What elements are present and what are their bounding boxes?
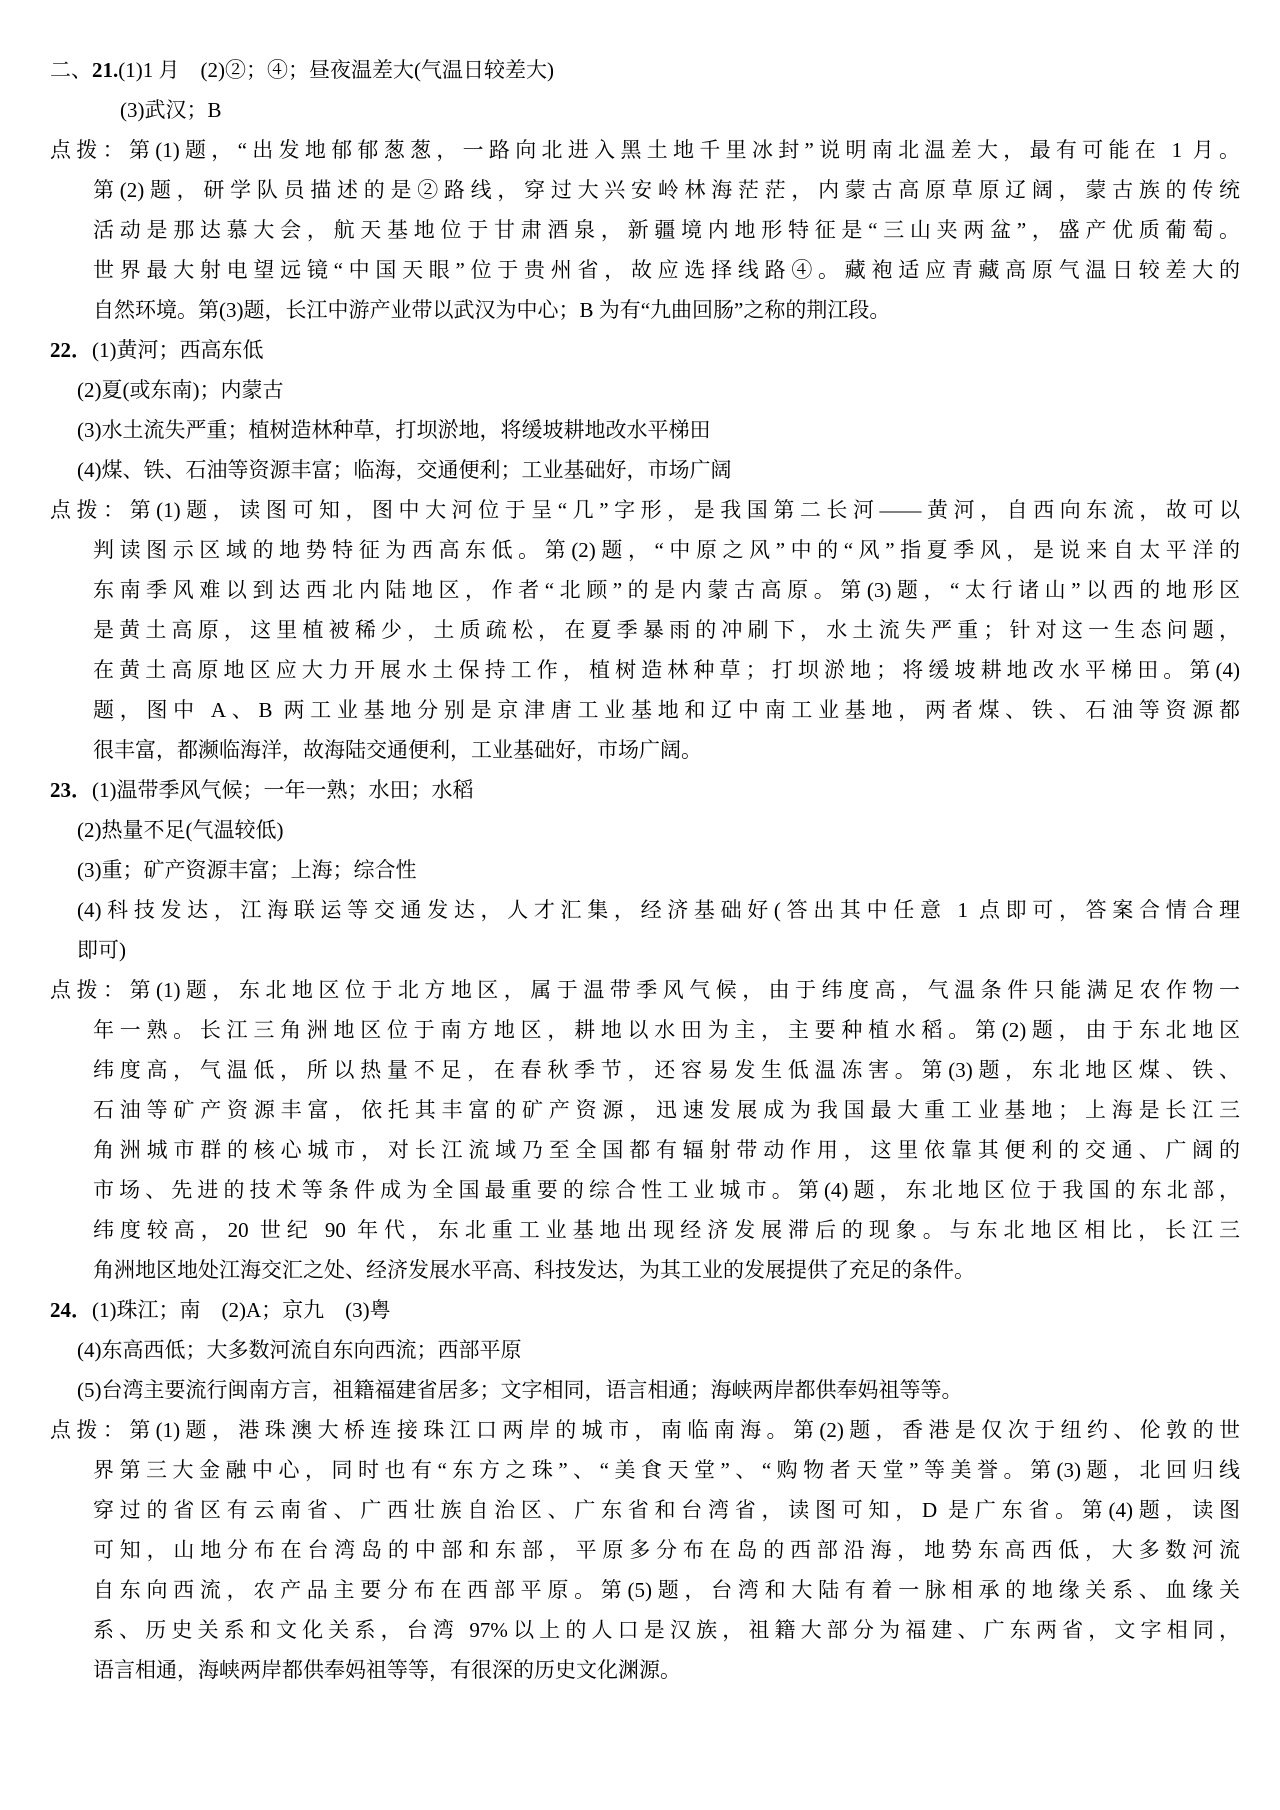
- text-segment: 二、: [50, 58, 92, 82]
- text-line: [50, 330, 1240, 370]
- text-line: [50, 1410, 1240, 1450]
- text-line: [50, 1050, 1240, 1090]
- text-line: [50, 50, 1240, 90]
- text-segment: 语言相通，海峡两岸都供奉妈祖等等，有很深的历史文化渊源。: [93, 1658, 681, 1682]
- text-line: [50, 90, 1240, 130]
- text-segment: (1)温带季风气候；一年一熟；水田；水稻: [92, 778, 474, 802]
- text-line: [50, 1330, 1240, 1370]
- text-segment: 纬度高，气温低，所以热量不足，在春秋季节，还容易发生低温冻害。第(3)题，东北地区煤、铁、: [93, 1058, 1240, 1082]
- text-line: [50, 490, 1240, 530]
- text-line: [50, 930, 1240, 970]
- text-segment: 纬度较高，20 世纪 90 年代，东北重工业基地出现经济发展滞后的现象。与东北地区相比，长江三: [93, 1218, 1240, 1242]
- text-line: [50, 970, 1240, 1010]
- text-line: [50, 1490, 1240, 1530]
- text-segment: (1)珠江；南 (2)A；京九 (3)粤: [92, 1298, 391, 1322]
- text-line: [50, 570, 1240, 610]
- text-segment: (5)台湾主要流行闽南方言，祖籍福建省居多；文字相同，语言相通；海峡两岸都供奉妈祖等等。: [77, 1378, 963, 1402]
- text-segment: (2)夏(或东南)；内蒙古: [77, 378, 284, 402]
- text-segment: 在黄土高原地区应大力开展水土保持工作，植树造林种草；打坝淤地；将缓坡耕地改水平梯田。第(4): [93, 658, 1240, 682]
- text-line: [50, 690, 1240, 730]
- text-segment: (1)黄河；西高东低: [92, 338, 264, 362]
- text-line: [50, 810, 1240, 850]
- text-segment: 角洲地区地处江海交汇之处、经济发展水平高、科技发达，为其工业的发展提供了充足的条件。: [93, 1258, 975, 1282]
- text-segment: 界第三大金融中心，同时也有“东方之珠”、“美食天堂”、“购物者天堂”等美誉。第(3)题，北回归线: [93, 1458, 1240, 1482]
- text-line: [50, 530, 1240, 570]
- text-segment: (3)水土流失严重；植树造林种草，打坝淤地，将缓坡耕地改水平梯田: [77, 418, 711, 442]
- text-line: [50, 1010, 1240, 1050]
- text-segment: 第(2)题，研学队员描述的是②路线，穿过大兴安岭林海茫茫，内蒙古高原草原辽阔，蒙古族的传统: [93, 178, 1240, 202]
- text-segment: 自然环境。第(3)题，长江中游产业带以武汉为中心；B 为有“九曲回肠”之称的荆江段。: [93, 298, 891, 322]
- text-line: [50, 170, 1240, 210]
- text-segment: 是黄土高原，这里植被稀少，土质疏松，在夏季暴雨的冲刷下，水土流失严重；针对这一生态问题，: [93, 618, 1240, 642]
- question-number: 21.: [92, 58, 119, 82]
- text-line: [50, 850, 1240, 890]
- text-segment: 市场、先进的技术等条件成为全国最重要的综合性工业城市。第(4)题，东北地区位于我国的东北部，: [93, 1178, 1240, 1202]
- text-line: [50, 730, 1240, 770]
- text-segment: 活动是那达慕大会，航天基地位于甘肃酒泉，新疆境内地形特征是“三山夹两盆”，盛产优质葡萄。: [93, 218, 1240, 242]
- text-segment: 判读图示区域的地势特征为西高东低。第(2)题，“中原之风”中的“风”指夏季风，是说来自太平洋的: [93, 538, 1240, 562]
- text-line: [50, 210, 1240, 250]
- question-number: 23．: [50, 778, 92, 802]
- text-segment: 穿过的省区有云南省、广西壮族自治区、广东省和台湾省，读图可知，D 是广东省。第(4)题，读图: [93, 1498, 1240, 1522]
- text-segment: 世界最大射电望远镜“中国天眼”位于贵州省，故应选择线路④。藏袍适应青藏高原气温日较差大的: [93, 258, 1240, 282]
- text-line: [50, 1570, 1240, 1610]
- text-line: [50, 1250, 1240, 1290]
- text-segment: 角洲城市群的核心城市，对长江流域乃至全国都有辐射带动作用，这里依靠其便利的交通、广阔的: [93, 1138, 1240, 1162]
- text-line: [50, 890, 1240, 930]
- text-line: [50, 370, 1240, 410]
- text-line: [50, 450, 1240, 490]
- text-segment: (4)科技发达，江海联运等交通发达，人才汇集，经济基础好(答出其中任意 1 点即可，答案合情合理: [77, 898, 1240, 922]
- text-line: [50, 410, 1240, 450]
- text-line: [50, 650, 1240, 690]
- text-segment: 自东向西流，农产品主要分布在西部平原。第(5)题，台湾和大陆有着一脉相承的地缘关系、血缘关: [93, 1578, 1240, 1602]
- text-segment: 系、历史关系和文化关系，台湾 97%以上的人口是汉族，祖籍大部分为福建、广东两省，文字相同，: [93, 1618, 1240, 1642]
- text-segment: (3)武汉；B: [120, 98, 222, 122]
- text-line: [50, 130, 1240, 170]
- text-segment: 即可): [77, 938, 126, 962]
- text-line: [50, 1130, 1240, 1170]
- text-line: [50, 1090, 1240, 1130]
- text-line: [50, 250, 1240, 290]
- question-number: 22．: [50, 338, 92, 362]
- text-segment: 很丰富，都濒临海洋，故海陆交通便利，工业基础好，市场广阔。: [93, 738, 702, 762]
- text-segment: (4)煤、铁、石油等资源丰富；临海，交通便利；工业基础好，市场广阔: [77, 458, 732, 482]
- text-segment: (2)热量不足(气温较低): [77, 818, 284, 842]
- text-segment: 可知，山地分布在台湾岛的中部和东部，平原多分布在岛的西部沿海，地势东高西低，大多数河流: [93, 1538, 1240, 1562]
- text-line: [50, 770, 1240, 810]
- text-segment: (3)重；矿产资源丰富；上海；综合性: [77, 858, 417, 882]
- text-line: [50, 1370, 1240, 1410]
- text-line: [50, 610, 1240, 650]
- question-number: 24．: [50, 1298, 92, 1322]
- text-segment: 点拨：第(1)题，港珠澳大桥连接珠江口两岸的城市，南临南海。第(2)题，香港是仅次于纽约、伦敦的世: [50, 1418, 1240, 1442]
- text-segment: 点拨：第(1)题，东北地区位于北方地区，属于温带季风气候，由于纬度高，气温条件只能满足农作物一: [50, 978, 1240, 1002]
- text-line: [50, 1210, 1240, 1250]
- text-segment: (4)东高西低；大多数河流自东向西流；西部平原: [77, 1338, 522, 1362]
- text-segment: 石油等矿产资源丰富，依托其丰富的矿产资源，迅速发展成为我国最大重工业基地；上海是长江三: [93, 1098, 1240, 1122]
- text-line: [50, 1610, 1240, 1650]
- text-segment: 年一熟。长江三角洲地区位于南方地区，耕地以水田为主，主要种植水稻。第(2)题，由于东北地区: [93, 1018, 1240, 1042]
- text-line: [50, 290, 1240, 330]
- text-line: [50, 1290, 1240, 1330]
- text-segment: 点拨：第(1)题，读图可知，图中大河位于呈“几”字形，是我国第二长河——黄河，自西向东流，故可以: [50, 498, 1240, 522]
- text-segment: 题，图中 A、B 两工业基地分别是京津唐工业基地和辽中南工业基地，两者煤、铁、石油等资源都: [93, 698, 1240, 722]
- text-line: [50, 1170, 1240, 1210]
- text-segment: (1)1 月 (2)②；④；昼夜温差大(气温日较差大): [118, 58, 554, 82]
- text-line: [50, 1650, 1240, 1690]
- text-segment: 点拨：第(1)题，“出发地郁郁葱葱，一路向北进入黑土地千里冰封”说明南北温差大，最有可能在 1 月。: [50, 138, 1240, 162]
- text-line: [50, 1530, 1240, 1570]
- text-segment: 东南季风难以到达西北内陆地区，作者“北顾”的是内蒙古高原。第(3)题，“太行诸山”以西的地形区: [93, 578, 1240, 602]
- text-line: [50, 1450, 1240, 1490]
